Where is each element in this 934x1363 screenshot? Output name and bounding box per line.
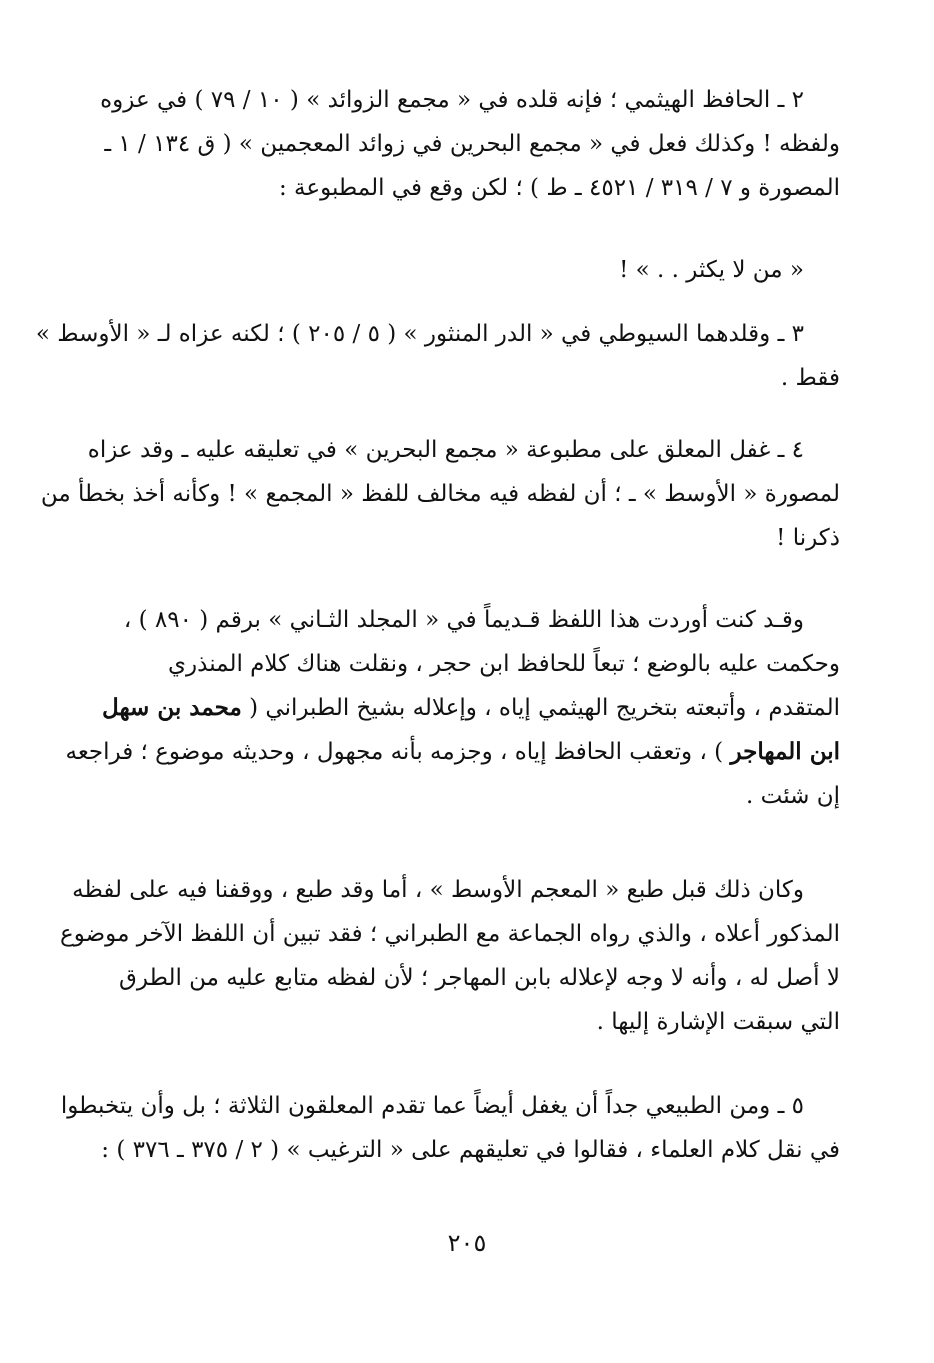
bold-name-fragment: ابن المهاجر xyxy=(730,738,840,765)
text-line: في نقل كلام العلماء ، فقالوا في تعليقهم على « الترغيب » ( ٢ / ٣٧٥ ـ ٣٧٦ ) : xyxy=(101,1137,840,1163)
bold-name-fragment: محمد بن سهل xyxy=(102,694,242,721)
paragraph-printed-edition xyxy=(60,868,840,1044)
text-line: المصورة و ٧ / ٣١٩ / ٤٥٢١ ـ ط ) ؛ لكن وقع في المطبوعة : xyxy=(278,175,840,201)
text-line: ٥ ـ ومن الطبيعي جداً أن يغفل أيضاً عما تقدم المعلقون الثلاثة ؛ بل وأن يتخبطوا xyxy=(60,1093,804,1119)
text-line: وكان ذلك قبل طبع « المعجم الأوسط » ، أما وقد طبع ، ووقفنا فيه على لفظه xyxy=(72,877,804,903)
paragraph-quote xyxy=(96,248,840,292)
paragraph-editor-note xyxy=(40,428,840,560)
text-line: ٢ ـ الحافظ الهيثمي ؛ فإنه قلده في « مجمع الزوائد » ( ١٠ / ٧٩ ) في عزوه xyxy=(100,87,804,113)
text-line: فقط . xyxy=(780,365,840,391)
text-line: ذكرنا ! xyxy=(776,525,840,551)
page-number: ٢٠٥ xyxy=(447,1229,487,1257)
text-line: المذكور أعلاه ، والذي رواه الجماعة مع الطبراني ؛ فقد تبين أن اللفظ الآخر موضوع xyxy=(60,921,840,947)
text-line: ولفظه ! وكذلك فعل في « مجمع البحرين في زوائد المعجمين » ( ق ١٣٤ / ١ ـ xyxy=(104,131,840,157)
text-line: لمصورة « الأوسط » ـ ؛ أن لفظه فيه مخالف للفظ « المجمع » ! وكأنه أخذ بخطأ من xyxy=(40,481,840,507)
paragraph-suyuti xyxy=(35,312,840,400)
paragraph-hafiz-haythami xyxy=(96,78,840,210)
text-line: ٤ ـ غفل المعلق على مطبوعة « مجمع البحرين » في تعليقه عليه ـ وقد عزاه xyxy=(87,437,804,463)
text-line: التي سبقت الإشارة إليها . xyxy=(596,1009,840,1035)
paragraph-three-commentators xyxy=(60,1084,840,1172)
paragraph-previous-citation xyxy=(65,598,840,818)
text-line: وقـد كنت أوردت هذا اللفظ قـديماً في « المجلد الثـاني » برقم ( ٨٩٠ ) ، xyxy=(123,607,804,633)
text-line: ابن المهاجر ) ، وتعقب الحافظ إياه ، وجزمه بأنه مجهول ، وحديثه موضوع ؛ فراجعه xyxy=(65,738,840,765)
text-line: ٣ ـ وقلدهما السيوطي في « الدر المنثور » ( ٥ / ٢٠٥ ) ؛ لكنه عزاه لـ « الأوسط » xyxy=(35,321,804,347)
text-line: « من لا يكثر . . » ! xyxy=(619,257,804,283)
text-line: إن شئت . xyxy=(745,783,840,809)
text-line: المتقدم ، وأتبعته بتخريج الهيثمي إياه ، وإعلاله بشيخ الطبراني ( محمد بن سهل xyxy=(102,694,840,721)
text-line: وحكمت عليه بالوضع ؛ تبعاً للحافظ ابن حجر ، ونقلت هناك كلام المنذري xyxy=(168,651,840,677)
text-line: لا أصل له ، وأنه لا وجه لإعلاله بابن المهاجر ؛ لأن لفظه متابع عليه من الطرق xyxy=(119,965,840,991)
